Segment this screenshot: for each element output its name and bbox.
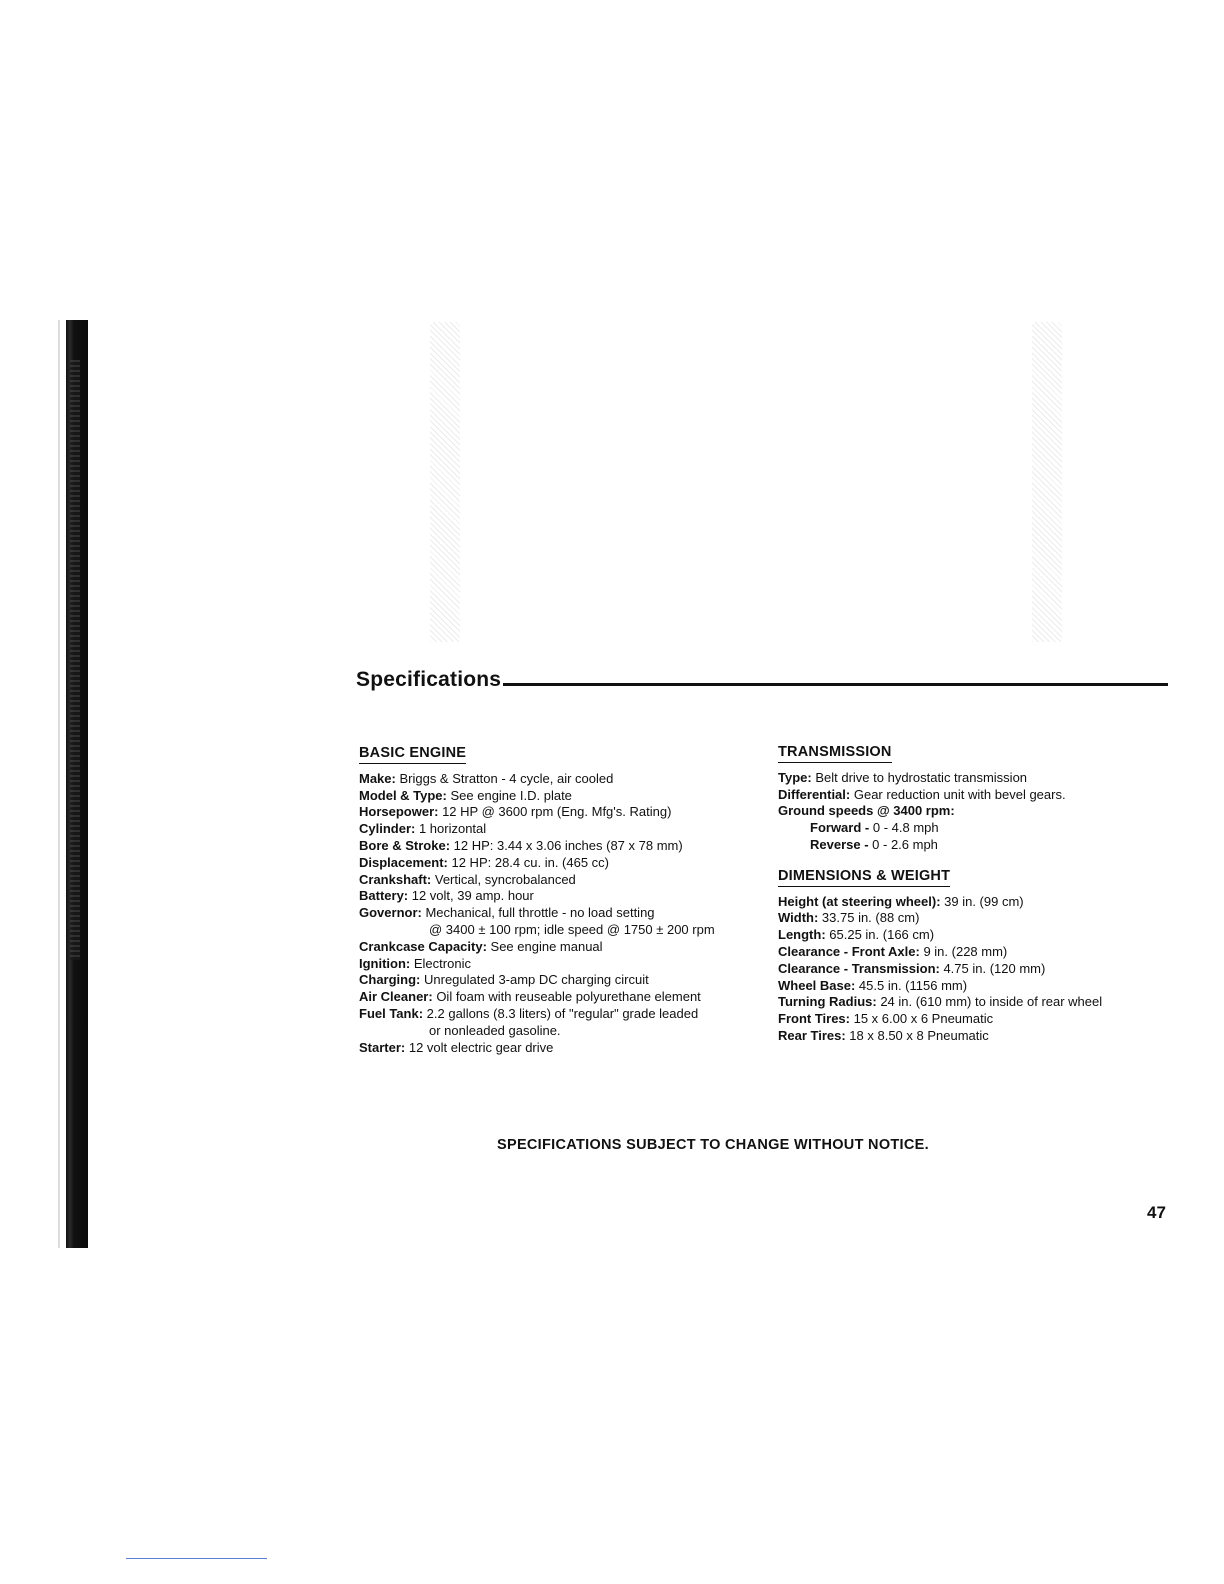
spec-label: Charging: [359,972,421,988]
engine-spec-row [359,855,759,872]
spec-value: 12 HP @ 3600 rpm (Eng. Mfg's. Rating) [438,804,672,820]
engine-spec-row [359,804,759,821]
engine-spec-row [359,956,759,973]
spec-label: Cylinder: [359,821,416,837]
scan-edge-line [58,320,60,1248]
engine-spec-row [359,905,759,922]
engine-spec-row [359,872,759,889]
spec-label: Rear Tires: [778,1027,846,1043]
transmission-spec-row [778,803,1168,820]
speed-label: Forward - [810,820,870,836]
speed-value: 0 - 4.8 mph [869,820,939,836]
spec-label: Length: [778,927,826,943]
spec-value: Gear reduction unit with bevel gears. [850,786,1066,802]
spec-label: Crankshaft: [359,871,432,887]
spec-label: Turning Radius: [778,994,877,1010]
transmission-title: TRANSMISSION [778,744,892,763]
spec-value-continuation: or nonleaded gasoline. [429,1022,561,1038]
spec-label: Type: [778,769,812,785]
ground-speed-list [778,820,1168,854]
spec-value: 45.5 in. (1156 mm) [855,977,968,993]
dimension-spec-row [778,994,1168,1011]
spec-value: Vertical, syncrobalanced [431,871,576,887]
spec-value: 4.75 in. (120 mm) [939,960,1046,976]
engine-spec-row [359,972,759,989]
engine-spec-row [359,771,759,788]
engine-spec-row [359,989,759,1006]
page-number: 47 [1147,1203,1166,1222]
engine-spec-row [359,788,759,805]
spec-label: Clearance - Front Axle: [778,943,920,959]
speed-value: 0 - 2.6 mph [868,836,938,852]
heading-rule [502,683,1168,686]
spec-label: Clearance - Transmission: [778,960,940,976]
right-column [778,744,1168,1045]
transmission-list [778,770,1168,820]
speed-label: Reverse - [810,836,869,852]
engine-spec-row [359,888,759,905]
dimensions-title: DIMENSIONS & WEIGHT [778,868,950,887]
spec-label: Bore & Stroke: [359,837,451,853]
dimension-spec-row [778,978,1168,995]
spec-label: Model & Type: [359,787,447,803]
spec-value: 12 volt electric gear drive [405,1039,554,1055]
spec-value: 12 HP: 28.4 cu. in. (465 cc) [447,854,610,870]
spec-label: Battery: [359,888,409,904]
spec-label: Make: [359,770,396,786]
engine-spec-row [359,838,759,855]
spec-value: 39 in. (99 cm) [940,893,1024,909]
dimension-spec-row [778,894,1168,911]
spec-value: 2.2 gallons (8.3 liters) of "regular" grade leaded [423,1005,699,1021]
spec-label: Front Tires: [778,1011,850,1027]
spec-value: 15 x 6.00 x 6 Pneumatic [850,1011,994,1027]
spec-value: 12 HP: 3.44 x 3.06 inches (87 x 78 mm) [450,837,683,853]
footnote-rule [126,1558,267,1559]
spec-label: Fuel Tank: [359,1005,424,1021]
spec-value: 9 in. (228 mm) [919,943,1008,959]
spec-label: Crankcase Capacity: [359,938,487,954]
spec-value: 12 volt, 39 amp. hour [408,888,534,904]
spec-label: Air Cleaner: [359,989,433,1005]
engine-spec-row [359,1040,759,1057]
spec-label: Governor: [359,905,422,921]
spec-value: 33.75 in. (88 cm) [818,910,920,926]
transmission-section [778,744,1168,854]
dimension-spec-row [778,1011,1168,1028]
spec-label: Displacement: [359,854,448,870]
dimension-spec-row [778,910,1168,927]
transmission-spec-row [778,787,1168,804]
dimensions-section [778,868,1168,1045]
spec-value: 24 in. (610 mm) to inside of rear wheel [876,994,1103,1010]
spec-label: Ignition: [359,955,411,971]
spec-value: Mechanical, full throttle - no load setting [421,905,655,921]
scan-noise-left [430,322,460,642]
spec-label: Starter: [359,1039,406,1055]
page-title: Specifications [356,668,502,691]
heading-row [356,668,1168,698]
basic-engine-title: BASIC ENGINE [359,745,466,764]
dimension-spec-row [778,944,1168,961]
spec-value: See engine manual [486,938,603,954]
spec-label: Width: [778,910,819,926]
spec-value: Oil foam with reuseable polyurethane element [432,989,701,1005]
spec-label: Height (at steering wheel): [778,893,941,909]
spec-label: Horsepower: [359,804,439,820]
basic-engine-section [359,745,759,1056]
ground-speed-row [778,820,1168,837]
spec-value: 18 x 8.50 x 8 Pneumatic [845,1027,989,1043]
spec-value: Belt drive to hydrostatic transmission [811,769,1028,785]
spec-value-continuation: @ 3400 ± 100 rpm; idle speed @ 1750 ± 200 rpm [429,921,715,937]
transmission-spec-row [778,770,1168,787]
basic-engine-list [359,771,759,1057]
engine-spec-row [359,939,759,956]
spec-label: Wheel Base: [778,977,856,993]
dimension-spec-row [778,927,1168,944]
spec-value: Unregulated 3-amp DC charging circuit [420,972,649,988]
spec-value: Electronic [410,955,471,971]
scan-noise-right [1032,322,1062,642]
dimension-spec-row [778,1028,1168,1045]
spec-value: 65.25 in. (166 cm) [825,927,935,943]
ground-speed-row [778,837,1168,854]
spec-value: See engine I.D. plate [446,787,572,803]
spec-label: Differential: [778,786,851,802]
engine-spec-row [359,1006,759,1023]
spec-value: Briggs & Stratton - 4 cycle, air cooled [395,770,614,786]
scan-binding-shadow [66,320,88,1248]
spec-label: Ground speeds @ 3400 rpm: [778,803,955,819]
change-notice: SPECIFICATIONS SUBJECT TO CHANGE WITHOUT NOTICE. [497,1137,929,1153]
dimensions-list [778,894,1168,1045]
spec-value: 1 horizontal [415,821,487,837]
engine-spec-row [359,821,759,838]
dimension-spec-row [778,961,1168,978]
